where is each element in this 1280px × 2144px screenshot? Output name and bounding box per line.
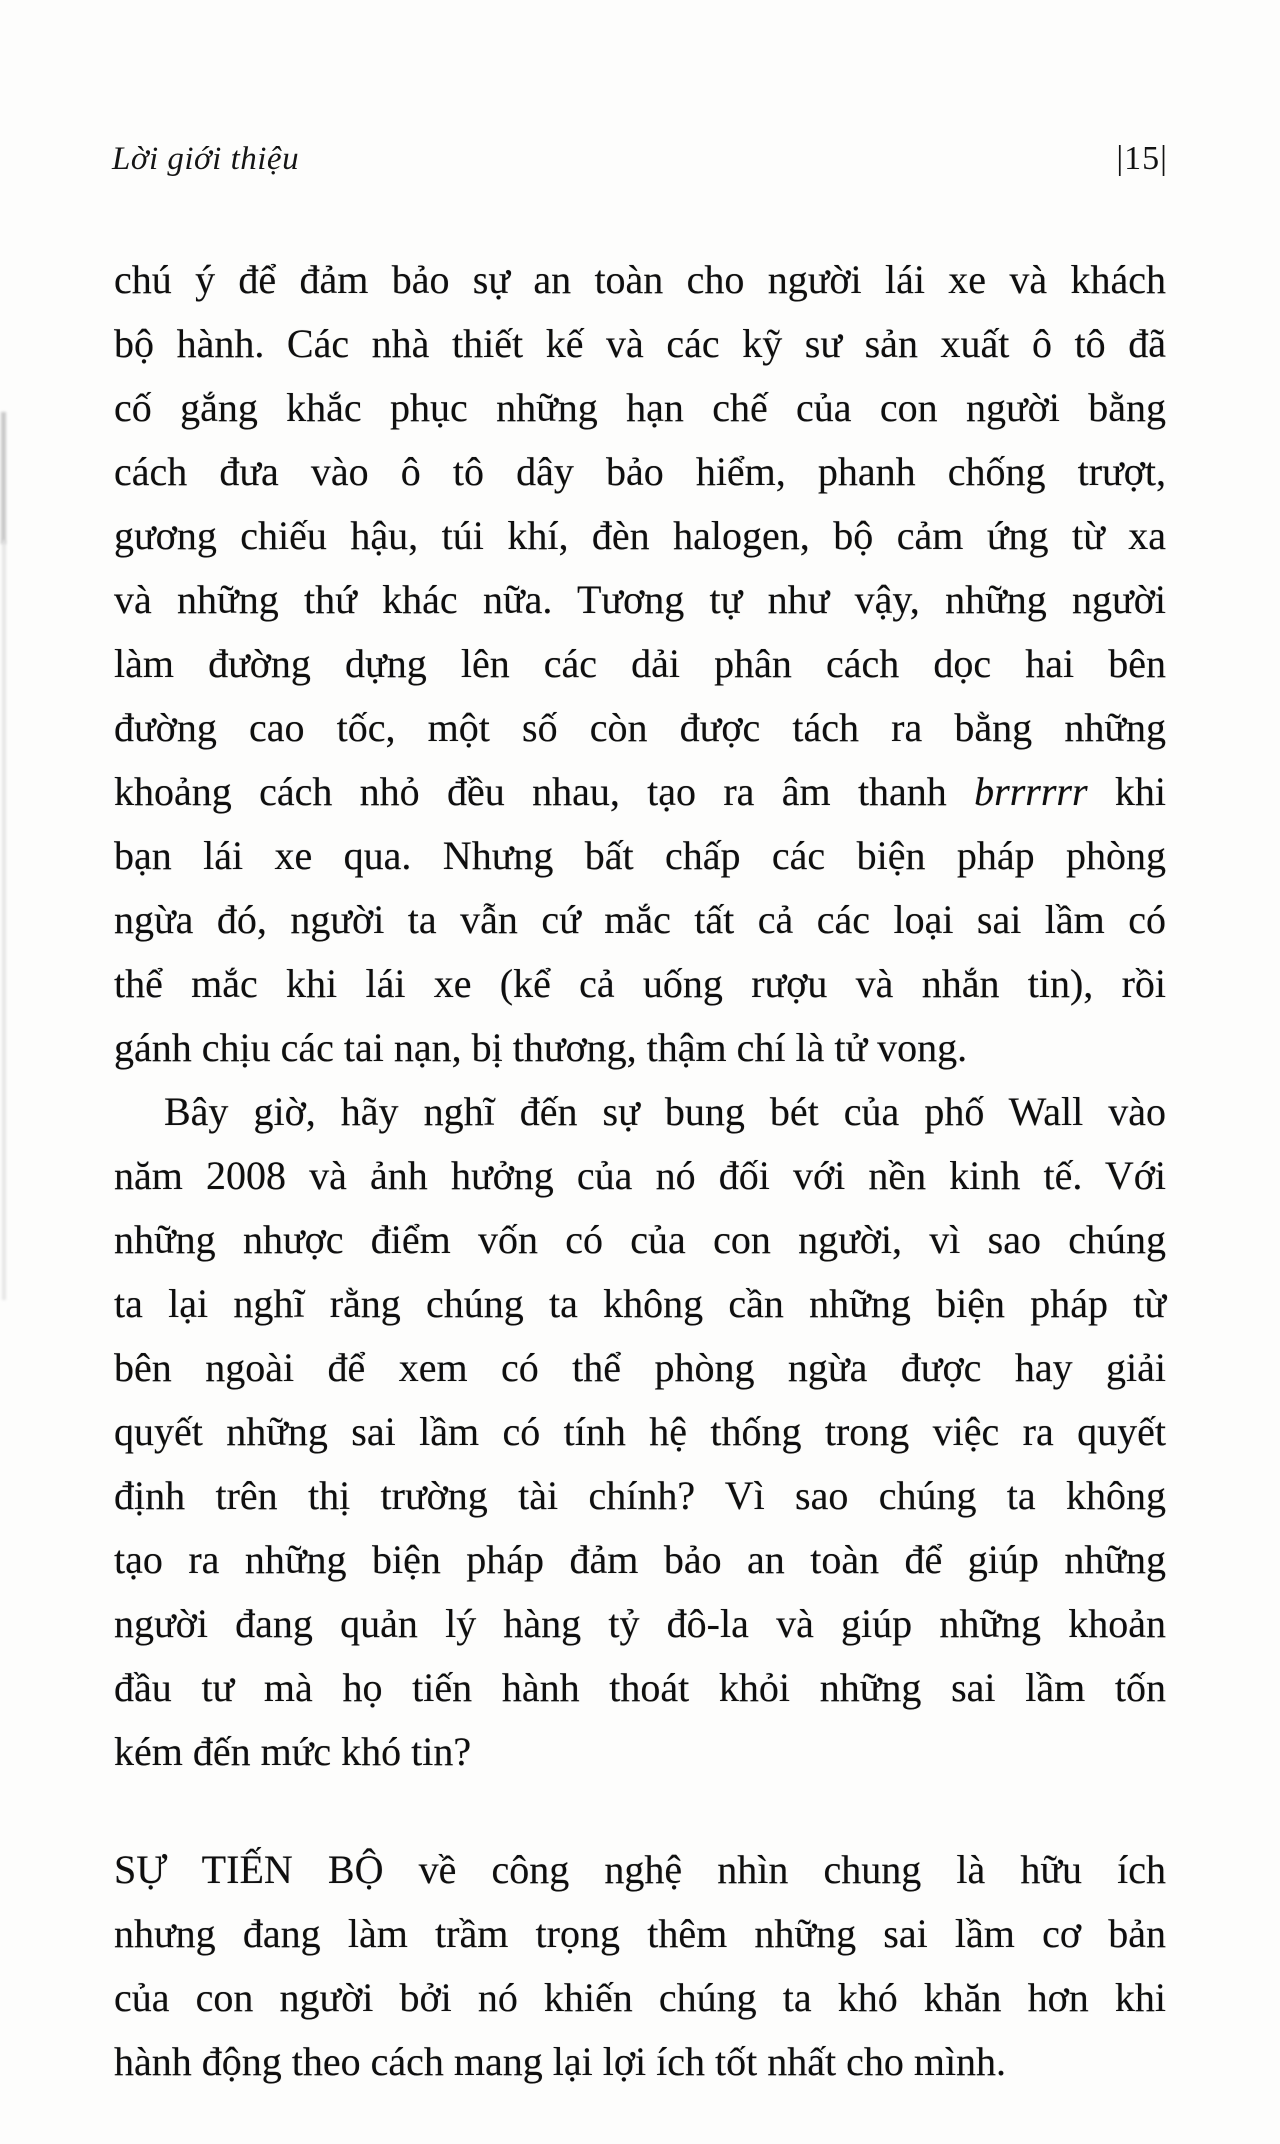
page-number: |15| [1116, 140, 1168, 177]
text-line: bạn lái xe qua. Nhưng bất chấp các biện pháp phòng [114, 833, 1166, 878]
text-line: chú ý để đảm bảo sự an toàn cho người lái xe và khách [114, 257, 1166, 302]
text-line: định trên thị trường tài chính? Vì sao chúng ta không [114, 1473, 1166, 1518]
text-line: nhưng đang làm trầm trọng thêm những sai lầm cơ bản [114, 1911, 1166, 1956]
running-head-title: Lời giới thiệu [112, 141, 300, 177]
text-line: Bây giờ, hãy nghĩ đến sự bung bét của phố Wall vào [164, 1089, 1166, 1134]
text-line: quyết những sai lầm có tính hệ thống trong việc ra quyết [114, 1409, 1166, 1454]
paragraph-3 [114, 1838, 1166, 2094]
page-header [112, 140, 1168, 178]
paragraph-1 [114, 248, 1166, 1080]
paragraph-2 [114, 1080, 1166, 1784]
body-text [114, 248, 1166, 2094]
text-line: đầu tư mà họ tiến hành thoát khỏi những sai lầm tốn [114, 1665, 1166, 1710]
text-line: làm đường dựng lên các dải phân cách dọc hai bên [114, 641, 1166, 686]
text-line: đường cao tốc, một số còn được tách ra bằng những [114, 705, 1166, 750]
italic-word: brrrrrr [974, 769, 1088, 814]
text-fragment: khi [1087, 769, 1166, 814]
text-line: gánh chịu các tai nạn, bị thương, thậm chí là tử vong. [114, 1025, 968, 1070]
scan-edge-artifact [1, 412, 6, 544]
text-line: và những thứ khác nữa. Tương tự như vậy, những người [114, 577, 1166, 622]
text-line: SỰ TIẾN BỘ về công nghệ nhìn chung là hữu ích [114, 1847, 1166, 1892]
text-line: ta lại nghĩ rằng chúng ta không cần những biện pháp từ [114, 1281, 1166, 1326]
text-line: năm 2008 và ảnh hưởng của nó đối với nền kinh tế. Với [114, 1153, 1166, 1198]
text-fragment: khoảng cách nhỏ đều nhau, tạo ra âm thanh [114, 769, 975, 814]
text-line [114, 760, 1166, 824]
text-line: bộ hành. Các nhà thiết kế và các kỹ sư sản xuất ô tô đã [114, 321, 1166, 366]
text-line: cố gắng khắc phục những hạn chế của con người bằng [114, 385, 1166, 430]
text-line: cách đưa vào ô tô dây bảo hiểm, phanh chống trượt, [114, 449, 1166, 494]
text-line: tạo ra những biện pháp đảm bảo an toàn để giúp những [114, 1537, 1166, 1582]
text-line: người đang quản lý hàng tỷ đô-la và giúp những khoản [114, 1601, 1166, 1646]
scan-edge-artifact [2, 540, 6, 1300]
text-line: ngừa đó, người ta vẫn cứ mắc tất cả các loại sai lầm có [114, 897, 1166, 942]
text-line: thể mắc khi lái xe (kể cả uống rượu và nhắn tin), rồi [114, 961, 1166, 1006]
text-line: kém đến mức khó tin? [114, 1729, 472, 1774]
text-line: những nhược điểm vốn có của con người, vì sao chúng [114, 1217, 1166, 1262]
text-line: của con người bởi nó khiến chúng ta khó khăn hơn khi [114, 1975, 1166, 2020]
text-line: bên ngoài để xem có thể phòng ngừa được hay giải [114, 1345, 1166, 1390]
text-line: gương chiếu hậu, túi khí, đèn halogen, bộ cảm ứng từ xa [114, 513, 1166, 558]
text-line: hành động theo cách mang lại lợi ích tốt nhất cho mình. [114, 2039, 1007, 2084]
